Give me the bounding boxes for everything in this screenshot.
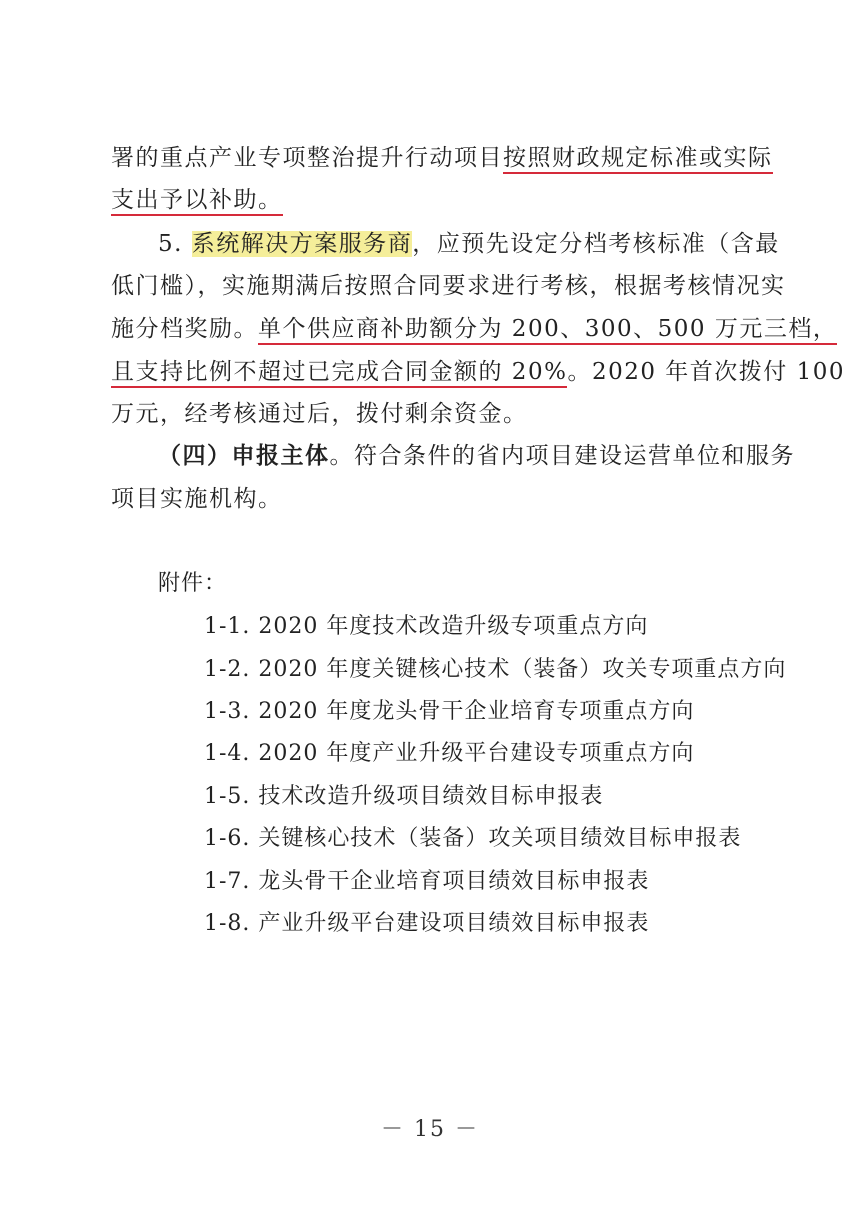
attachment-item: 1-4. 2020 年度产业升级平台建设专项重点方向: [204, 741, 695, 766]
text-span: ，应预先设定分档考核标准（含最: [412, 231, 780, 257]
paragraph-2-line-2: [111, 271, 786, 301]
page-number: － 15 －: [381, 1117, 479, 1142]
attachment-item: 1-3. 2020 年度龙头骨干企业培育专项重点方向: [204, 699, 695, 724]
text-span: 项目实施机构。: [111, 486, 283, 512]
section-heading: （四）申报主体: [158, 442, 330, 469]
attachment-item: 1-8. 产业升级平台建设项目绩效目标申报表: [204, 911, 650, 936]
attachments-label: 附件：: [158, 571, 228, 596]
text-span: 施分档奖励。: [111, 316, 258, 342]
paragraph-2-line-4: [111, 357, 845, 387]
item-number: 5.: [158, 231, 192, 257]
paragraph-2-line-5: [111, 399, 528, 429]
paragraph-1-line-1: [111, 143, 773, 173]
paragraph-2-line-1: [158, 229, 780, 259]
text-span: 。符合条件的省内项目建设运营单位和服务: [329, 443, 795, 469]
text-span: 低门槛），实施期满后按照合同要求进行考核，根据考核情况实: [111, 273, 786, 299]
attachment-item: 1-5. 技术改造升级项目绩效目标申报表: [204, 784, 604, 809]
underlined-text: 单个供应商补助额分为 200、300、500 万元三档，: [258, 316, 837, 345]
underlined-text: 且支持比例不超过已完成合同金额的 20%: [111, 359, 567, 388]
paragraph-3-line-2: [111, 484, 283, 514]
attachment-item: 1-7. 龙头骨干企业培育项目绩效目标申报表: [204, 869, 650, 894]
highlighted-text: 系统解决方案服务商: [191, 231, 413, 257]
paragraph-2-line-3: [111, 314, 837, 344]
paragraph-1-line-2: [111, 185, 283, 215]
text-span: 万元，经考核通过后，拨付剩余资金。: [111, 401, 528, 427]
text-span: 署的重点产业专项整治提升行动项目: [111, 145, 503, 171]
underlined-text: 按照财政规定标准或实际: [503, 145, 773, 174]
paragraph-3-line-1: [158, 441, 795, 471]
attachment-item: 1-6. 关键核心技术（装备）攻关项目绩效目标申报表: [204, 826, 742, 851]
text-span: 。2020 年首次拨付 100: [567, 359, 845, 385]
attachment-item: 1-2. 2020 年度关键核心技术（装备）攻关专项重点方向: [204, 657, 787, 682]
attachment-item: 1-1. 2020 年度技术改造升级专项重点方向: [204, 614, 649, 639]
underlined-text: 支出予以补助。: [111, 187, 283, 216]
